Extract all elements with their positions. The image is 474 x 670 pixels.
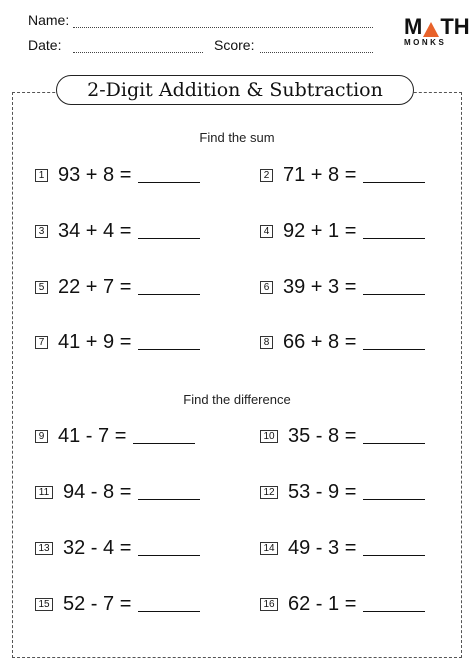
problem-15 [35,593,200,616]
problem-expression: 93 + 8 = [58,164,132,186]
problem-11 [35,481,200,504]
problem-expression: 94 - 8 = [63,481,132,503]
answer-blank[interactable] [138,597,200,612]
problem-number: 13 [35,542,53,555]
answer-blank[interactable] [363,335,425,350]
answer-blank[interactable] [138,280,200,295]
worksheet-title-text: 2-Digit Addition & Subtraction [87,79,383,101]
score-field[interactable] [260,52,373,53]
problem-5 [35,276,200,299]
problem-expression: 53 - 9 = [288,481,357,503]
logo-subtitle: MONKS [404,38,447,47]
logo-text-right: TH [440,14,470,39]
triangle-icon [423,22,439,37]
problem-1 [35,164,200,187]
problem-4 [260,220,425,243]
answer-blank[interactable] [138,168,200,183]
score-label: Score: [214,37,255,53]
problem-3 [35,220,200,243]
date-field[interactable] [73,52,203,53]
problem-number: 5 [35,281,48,294]
problem-number: 4 [260,225,273,238]
problem-expression: 52 - 7 = [63,593,132,615]
answer-blank[interactable] [138,335,200,350]
date-label: Date: [28,37,62,53]
problem-number: 12 [260,486,278,499]
answer-blank[interactable] [363,485,425,500]
problem-number: 16 [260,598,278,611]
problem-number: 8 [260,336,273,349]
problem-number: 6 [260,281,273,294]
problem-16 [260,593,425,616]
problem-7 [35,331,200,354]
logo-text-left: M [404,14,423,39]
problem-expression: 32 - 4 = [63,537,132,559]
problem-expression: 39 + 3 = [283,276,357,298]
problem-number: 9 [35,430,48,443]
problem-expression: 34 + 4 = [58,220,132,242]
problem-number: 1 [35,169,48,182]
section-heading-sum: Find the sum [199,130,275,145]
worksheet-title [56,75,414,105]
problem-expression: 62 - 1 = [288,593,357,615]
answer-blank[interactable] [138,541,200,556]
problem-expression: 35 - 8 = [288,425,357,447]
problem-expression: 22 + 7 = [58,276,132,298]
answer-blank[interactable] [138,485,200,500]
problem-9 [35,425,195,448]
name-label: Name: [28,12,70,28]
math-monks-logo [404,14,470,47]
answer-blank[interactable] [363,541,425,556]
problem-13 [35,537,200,560]
answer-blank[interactable] [138,224,200,239]
problem-expression: 41 + 9 = [58,331,132,353]
answer-blank[interactable] [363,168,425,183]
answer-blank[interactable] [133,429,195,444]
problem-expression: 49 - 3 = [288,537,357,559]
problem-8 [260,331,425,354]
name-field[interactable] [73,27,373,28]
problem-number: 10 [260,430,278,443]
problem-expression: 41 - 7 = [58,425,127,447]
problem-expression: 71 + 8 = [283,164,357,186]
problem-number: 11 [35,486,53,499]
problem-number: 7 [35,336,48,349]
problem-12 [260,481,425,504]
problem-expression: 66 + 8 = [283,331,357,353]
problem-14 [260,537,425,560]
answer-blank[interactable] [363,429,425,444]
problem-expression: 92 + 1 = [283,220,357,242]
problem-2 [260,164,425,187]
answer-blank[interactable] [363,224,425,239]
problem-number: 2 [260,169,273,182]
problem-10 [260,425,425,448]
problem-number: 3 [35,225,48,238]
problem-6 [260,276,425,299]
problem-number: 15 [35,598,53,611]
answer-blank[interactable] [363,597,425,612]
answer-blank[interactable] [363,280,425,295]
problem-number: 14 [260,542,278,555]
section-heading-difference: Find the difference [183,392,291,407]
